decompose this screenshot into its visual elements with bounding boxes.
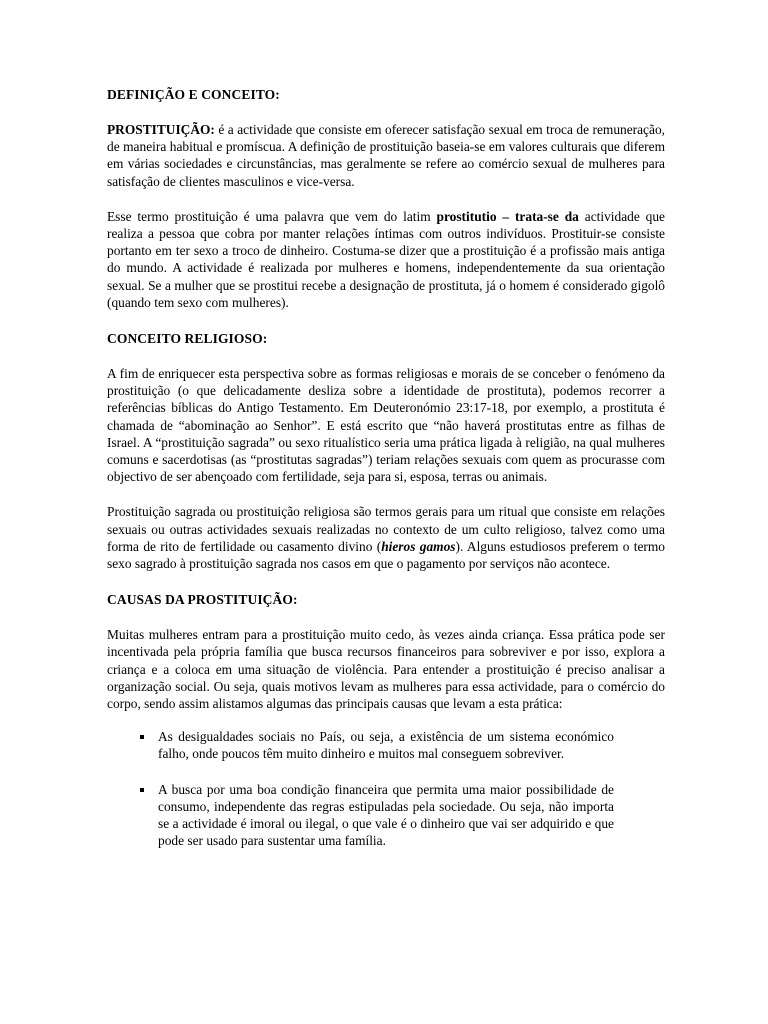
- spacer: [107, 311, 665, 330]
- spacer: [107, 190, 665, 208]
- paragraph-text-after: ). Alguns estudiosos preferem o termo sexo sagrado à prostituição sagrada nos casos em que o pagamento por serviços não acontece.: [107, 538, 665, 572]
- paragraph-etimologia-prostitutio: [107, 208, 665, 311]
- document-body: [107, 86, 665, 850]
- spacer: [107, 608, 665, 626]
- paragraph-text-after: actividade que realiza a pessoa que cobra por manter relações íntimas com outros indivíduos. Prostituir-se consiste portanto em ter sexo a troco de dinheiro. Costuma-se dizer que a prostituição é a profissão mais antiga do mundo. A actividade é realizada por mulheres e homens, independentemente da sua orientação sexual. Se a mulher que se prostitui recebe a designação de prostituta, já o homem é considerado gigolô (quando tem sexo com mulheres).: [107, 208, 665, 310]
- spacer: [107, 712, 665, 728]
- spacer: [107, 572, 665, 591]
- square-bullet-icon: [140, 788, 144, 792]
- heading-definicao-e-conceito: DEFINIÇÃO E CONCEITO:: [107, 87, 280, 102]
- heading-conceito-religioso: CONCEITO RELIGIOSO:: [107, 331, 268, 347]
- spacer: [107, 103, 665, 121]
- bullet-busca-condicao-financeira: [107, 781, 614, 850]
- causes-bullet-list: [107, 728, 665, 849]
- bullet-text: As desigualdades sociais no País, ou seja, a existência de um sistema económico falho, onde poucos têm muito dinheiro e muitos mal conseguem sobreviver.: [158, 729, 614, 762]
- heading-causas-da-prostituicao: CAUSAS DA PROSTITUIÇÃO:: [107, 592, 298, 608]
- spacer: [107, 763, 665, 781]
- spacer: [107, 485, 665, 503]
- greek-term-emphasis: hieros gamos: [381, 538, 456, 554]
- paragraph-lead-label: PROSTITUIÇÃO:: [107, 122, 215, 137]
- paragraph-text: é a actividade que consiste em oferecer satisfação sexual em troca de remuneração, de maneira habitual e promíscua. A definição de prostituição baseia-se em valores culturais que diferem em várias sociedades e circunstâncias, mas geralmente se refere ao comércio sexual de mulheres para satisfação de clientes masculinos e vice-versa.: [107, 122, 665, 189]
- paragraph-conceito-religioso-corpo: A fim de enriquecer esta perspectiva sobre as formas religiosas e morais de se conceber o fenómeno da prostituição (o que delicadamente desliza sobre a identidade de prostituta), podemos recorrer a referências bíblicas do Antigo Testamento. Em Deuteronómio 23:17-18, por exemplo, a prostituta é chamada de “abominação ao Senhor”. E está escrito que “não haverá prostitutas entre as filhas de Israel. A “prostituição sagrada” ou sexo ritualístico seria uma prática ligada à religião, na qual mulheres comuns e sacerdotisas (as “prostitutas sagradas”) teriam relações sexuais com quem as procurasse com objectivo de ser abençoado com fertilidade, seja para si, esposa, terras ou animais.: [107, 366, 665, 485]
- bullet-desigualdades-sociais: [107, 728, 614, 762]
- paragraph-causas-corpo: Muitas mulheres entram para a prostituição muito cedo, às vezes ainda criança. Essa prática pode ser incentivada pela própria família que busca recursos financeiros para sobreviver e por isso, explora a criança e a coloca em uma situação de violência. Para entender a prostituição é preciso analisar a organização social. Ou seja, quais motivos levam as mulheres para essa actividade, para o comércio do corpo, sendo assim alistamos algumas das principais causas que levam a esta prática:: [107, 627, 665, 712]
- bullet-text: A busca por uma boa condição financeira que permita uma maior possibilidade de consumo, independente das regras estipuladas pela sociedade. Ou seja, não importa se a actividade é imoral ou ilegal, o que vale é o dinheiro que vai ser adquirido e que pode ser usado para sustentar uma família.: [158, 781, 614, 849]
- spacer: [107, 347, 665, 365]
- paragraph-prostituicao-sagrada: [107, 503, 665, 572]
- paragraph-text-before: Esse termo prostituição é uma palavra que vem do latim: [107, 208, 437, 224]
- latin-term-emphasis: prostitutio – trata-se da: [436, 208, 579, 224]
- square-bullet-icon: [140, 735, 144, 739]
- paragraph-prostituicao-definicao: [107, 121, 665, 190]
- paragraph-text-before: Prostituição sagrada ou prostituição religiosa são termos gerais para um ritual que consiste em relações sexuais ou outras actividades sexuais realizadas no contexto de um culto religioso, talvez como uma forma de rito de fertilidade ou casamento divino (: [107, 504, 665, 554]
